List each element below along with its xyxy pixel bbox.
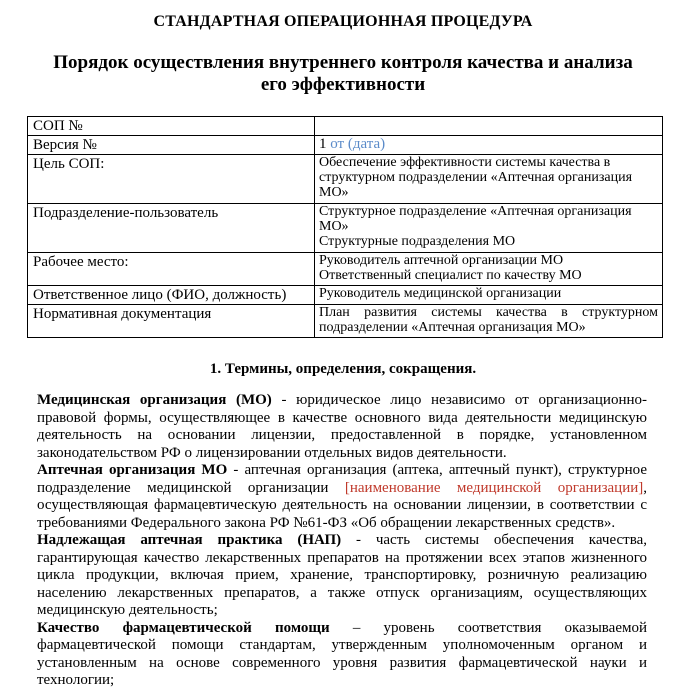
document-subtitle: Порядок осуществления внутреннего контроля качества и анализа его эффективности xyxy=(53,52,633,95)
term-paragraph xyxy=(37,620,647,690)
term-title: Надлежащая аптечная практика (НАП) xyxy=(37,532,342,548)
table-row xyxy=(28,286,663,305)
responsible-value: Руководитель медицинской организации xyxy=(315,286,663,305)
sop-number-value xyxy=(315,117,663,136)
term-title: Аптечная организация МО xyxy=(37,462,228,478)
term-definition: – уровень соответствия оказываемой фармацевтической помощи стандартам, утвержденным уполномоченным органом и установленным на основе современного уровня развития фармацевтической науки и технологии; xyxy=(37,619,647,688)
goal-label: Цель СОП: xyxy=(28,155,315,204)
sop-info-table xyxy=(27,116,663,338)
division-value-secondary: Структурные подразделения МО xyxy=(319,234,516,249)
section-heading: 1. Термины, определения, сокращения. xyxy=(209,361,477,377)
table-row xyxy=(28,204,663,253)
version-number: 1 xyxy=(319,136,327,152)
table-row xyxy=(28,155,663,204)
term-paragraph xyxy=(37,392,647,462)
term-paragraph xyxy=(37,462,647,532)
goal-value: Обеспечение эффективности системы качества в структурном подразделении «Аптечная организация МО» xyxy=(315,155,663,204)
normative-value: План развития системы качества в структурном подразделении «Аптечная организация МО» xyxy=(315,305,663,338)
workplace-label: Рабочее место: xyxy=(28,253,315,286)
workplace-value-primary: Руководитель аптечной организации МО xyxy=(319,253,564,268)
version-date: от (дата) xyxy=(330,136,386,152)
workplace-value xyxy=(315,253,663,286)
term-definition: - юридическое лицо независимо от организационно-правовой формы, осуществляющее в качестве основного вида деятельности медицинскую деятельность на основании лицензии, предоставленной в порядке, установленном законодательством РФ о лицензировании отдельных видов деятельности. xyxy=(37,392,647,461)
division-label: Подразделение-пользователь xyxy=(28,204,315,253)
division-value-primary: Структурное подразделение «Аптечная организация МО» xyxy=(319,204,632,234)
term-definition: - часть системы обеспечения качества, гарантирующая качество лекарственных препаратов на протяжении всех этапов жизненного цикла продукции, включая прием, хранение, транспортировку, розничную реализацию населению лекарственных препаратов, а также отпуск организациям, осуществляющих медицинскую деятельность; xyxy=(37,532,648,618)
term-definition: - аптечная организация (аптека, аптечный пункт), структурное подразделение медицинской организации xyxy=(37,462,647,496)
term-title: Качество фармацевтической помощи xyxy=(37,619,330,636)
term-definition: , осуществляющая фармацевтическую деятельность на основании лицензии, в соответствии с требованиями Федерального закона РФ №61-ФЗ «Об обращении лекарственных средств». xyxy=(37,479,647,531)
normative-label: Нормативная документация xyxy=(28,305,315,338)
sop-number-label: СОП № xyxy=(28,117,315,136)
term-paragraph xyxy=(37,532,647,620)
workplace-value-secondary: Ответственный специалист по качеству МО xyxy=(319,268,582,283)
version-value xyxy=(315,136,663,155)
division-value xyxy=(315,204,663,253)
table-row xyxy=(28,136,663,155)
responsible-label: Ответственное лицо (ФИО, должность) xyxy=(28,286,315,305)
table-row xyxy=(28,305,663,338)
terms-body xyxy=(37,392,647,690)
term-title: Медицинская организация (МО) xyxy=(37,392,272,408)
organization-name-placeholder: [наименование медицинской организации] xyxy=(344,479,644,496)
table-row xyxy=(28,253,663,286)
table-row xyxy=(28,117,663,136)
version-label: Версия № xyxy=(28,136,315,155)
document-title: СТАНДАРТНАЯ ОПЕРАЦИОННАЯ ПРОЦЕДУРА xyxy=(153,13,533,30)
